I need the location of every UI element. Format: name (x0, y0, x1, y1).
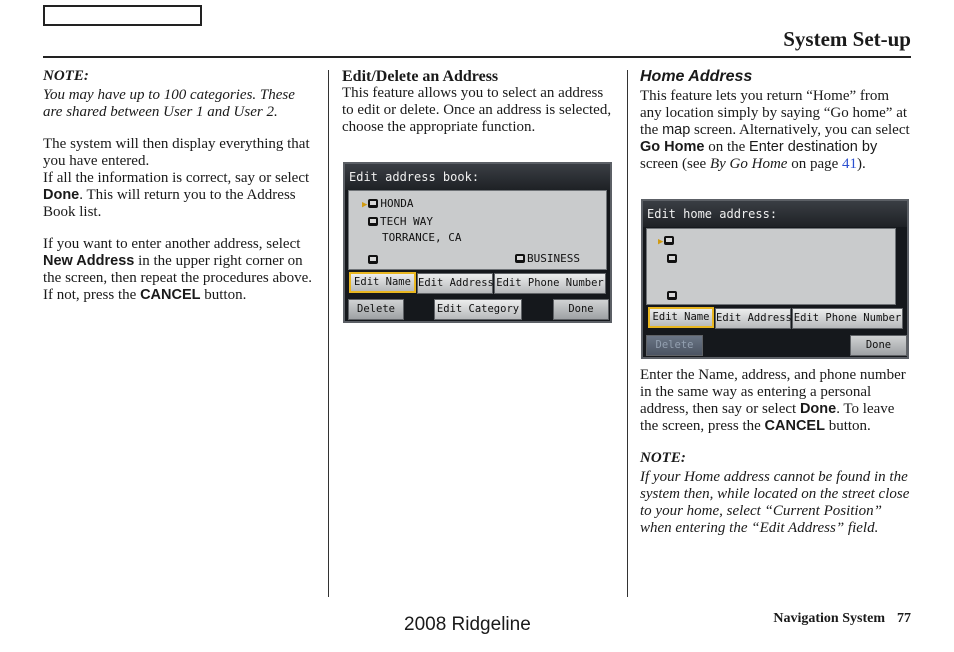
done-button[interactable]: Done (850, 335, 907, 356)
paragraph-text: screen. Alternatively, you can select (690, 122, 910, 138)
edit-address-book-screen (343, 162, 612, 323)
cancel-term: CANCEL (140, 287, 201, 303)
footer-model: 2008 Ridgeline (404, 614, 531, 635)
enter-destination-term: Enter destination by (749, 139, 878, 155)
column-3-lower (640, 367, 912, 552)
name-line (362, 197, 414, 210)
map-term: map (662, 122, 691, 138)
done-term: Done (43, 187, 80, 203)
done-button[interactable]: Done (553, 299, 609, 320)
paragraph-text: The system will then display everything that you have entered. (43, 136, 310, 169)
column-divider-2 (627, 70, 628, 597)
edit-home-address-screen (641, 199, 909, 359)
delete-button[interactable]: Delete (348, 299, 404, 320)
paragraph-another-address (43, 236, 315, 304)
note-heading: NOTE: (640, 450, 686, 466)
phone-icon (667, 291, 677, 300)
paragraph-text: If all the information is correct, say or select (43, 170, 310, 186)
edit-phone-number-button[interactable]: Edit Phone Number (792, 308, 903, 329)
column-2 (342, 68, 614, 151)
page-title: System Set-up (783, 27, 911, 51)
done-term: Done (799, 401, 837, 417)
person-icon (664, 236, 674, 245)
note-body: You may have up to 100 categories. These are shared between User 1 and User 2. (43, 87, 295, 120)
paragraph-text: ). (857, 156, 866, 172)
phone-line (368, 253, 380, 266)
paragraph-text: If you want to enter another address, select (43, 236, 301, 252)
paragraph-review (43, 136, 315, 221)
street-line (368, 215, 433, 228)
house-icon (667, 254, 677, 263)
footer-navigation (761, 611, 911, 627)
city-line: TORRANCE, CA (382, 231, 462, 244)
edit-address-button[interactable]: Edit Address (417, 273, 493, 294)
column-divider-1 (328, 70, 329, 597)
page-link[interactable]: 41 (842, 156, 858, 172)
paragraph-text: screen (see (640, 156, 710, 172)
person-icon (368, 199, 378, 208)
address-panel (646, 228, 896, 305)
edit-phone-number-button[interactable]: Edit Phone Number (494, 273, 606, 294)
column-3 (640, 68, 912, 188)
reference-title: By Go Home (709, 156, 788, 172)
paragraph-text: button. (824, 418, 871, 434)
note-heading: NOTE: (43, 68, 89, 84)
cursor-arrow-icon: ▶ (362, 200, 368, 210)
name-text: HONDA (380, 197, 414, 210)
edit-category-button[interactable]: Edit Category (434, 299, 522, 320)
paragraph-text: This feature lets you return “Home” from any location simply by saying “Go home” at the (640, 88, 908, 138)
delete-button[interactable]: Delete (646, 335, 703, 356)
paragraph-edit-delete: This feature allows you to select an address to edit or delete. Once an address is selected, choose the appropriate function. (342, 85, 612, 135)
page-number: 77 (897, 611, 911, 626)
section-heading-home-address: Home Address (640, 68, 753, 85)
edit-address-button[interactable]: Edit Address (715, 308, 791, 329)
paragraph-enter-name (640, 367, 912, 435)
paragraph-text: Enter the Name, address, and phone number in the same way as entering a personal address, then say or select (640, 367, 906, 417)
street-line (667, 252, 679, 265)
paragraph-text: . To leave the screen, press the (640, 401, 895, 434)
section-heading-edit-delete: Edit/Delete an Address (342, 68, 499, 85)
house-icon (368, 217, 378, 226)
paragraph-text: in the upper right corner on the screen, then repeat the procedures above. If not, press the (43, 253, 313, 303)
edit-name-button[interactable]: Edit Name (349, 272, 416, 293)
paragraph-home-address (640, 88, 912, 173)
new-address-term: New Address (43, 253, 135, 269)
paragraph-text: on page (787, 156, 843, 172)
paragraph-text: button. (200, 287, 247, 303)
header-tab-box (43, 5, 202, 26)
phone-icon (368, 255, 378, 264)
column-1 (43, 68, 315, 319)
category-text: BUSINESS (527, 252, 580, 265)
note-body: If your Home address cannot be found in the system then, while located on the street close to your home, select “Current Position” when entering the “Edit Address” field. (640, 469, 910, 536)
footer-section: Navigation System (773, 611, 885, 626)
screen-title: Edit address book: (345, 164, 610, 190)
cursor-arrow-icon: ▶ (658, 237, 664, 247)
header-rule (43, 56, 911, 58)
cancel-term: CANCEL (764, 418, 825, 434)
paragraph-text: . This will return you to the Address Book list. (43, 187, 296, 220)
paragraph-text: on the (704, 139, 750, 155)
category-line (515, 252, 580, 265)
screen-title: Edit home address: (643, 201, 907, 227)
phone-line (667, 289, 679, 302)
go-home-term: Go Home (640, 139, 705, 155)
name-line (658, 234, 676, 247)
category-icon (515, 254, 525, 263)
edit-name-button[interactable]: Edit Name (648, 307, 714, 328)
street-text: TECH WAY (380, 215, 433, 228)
